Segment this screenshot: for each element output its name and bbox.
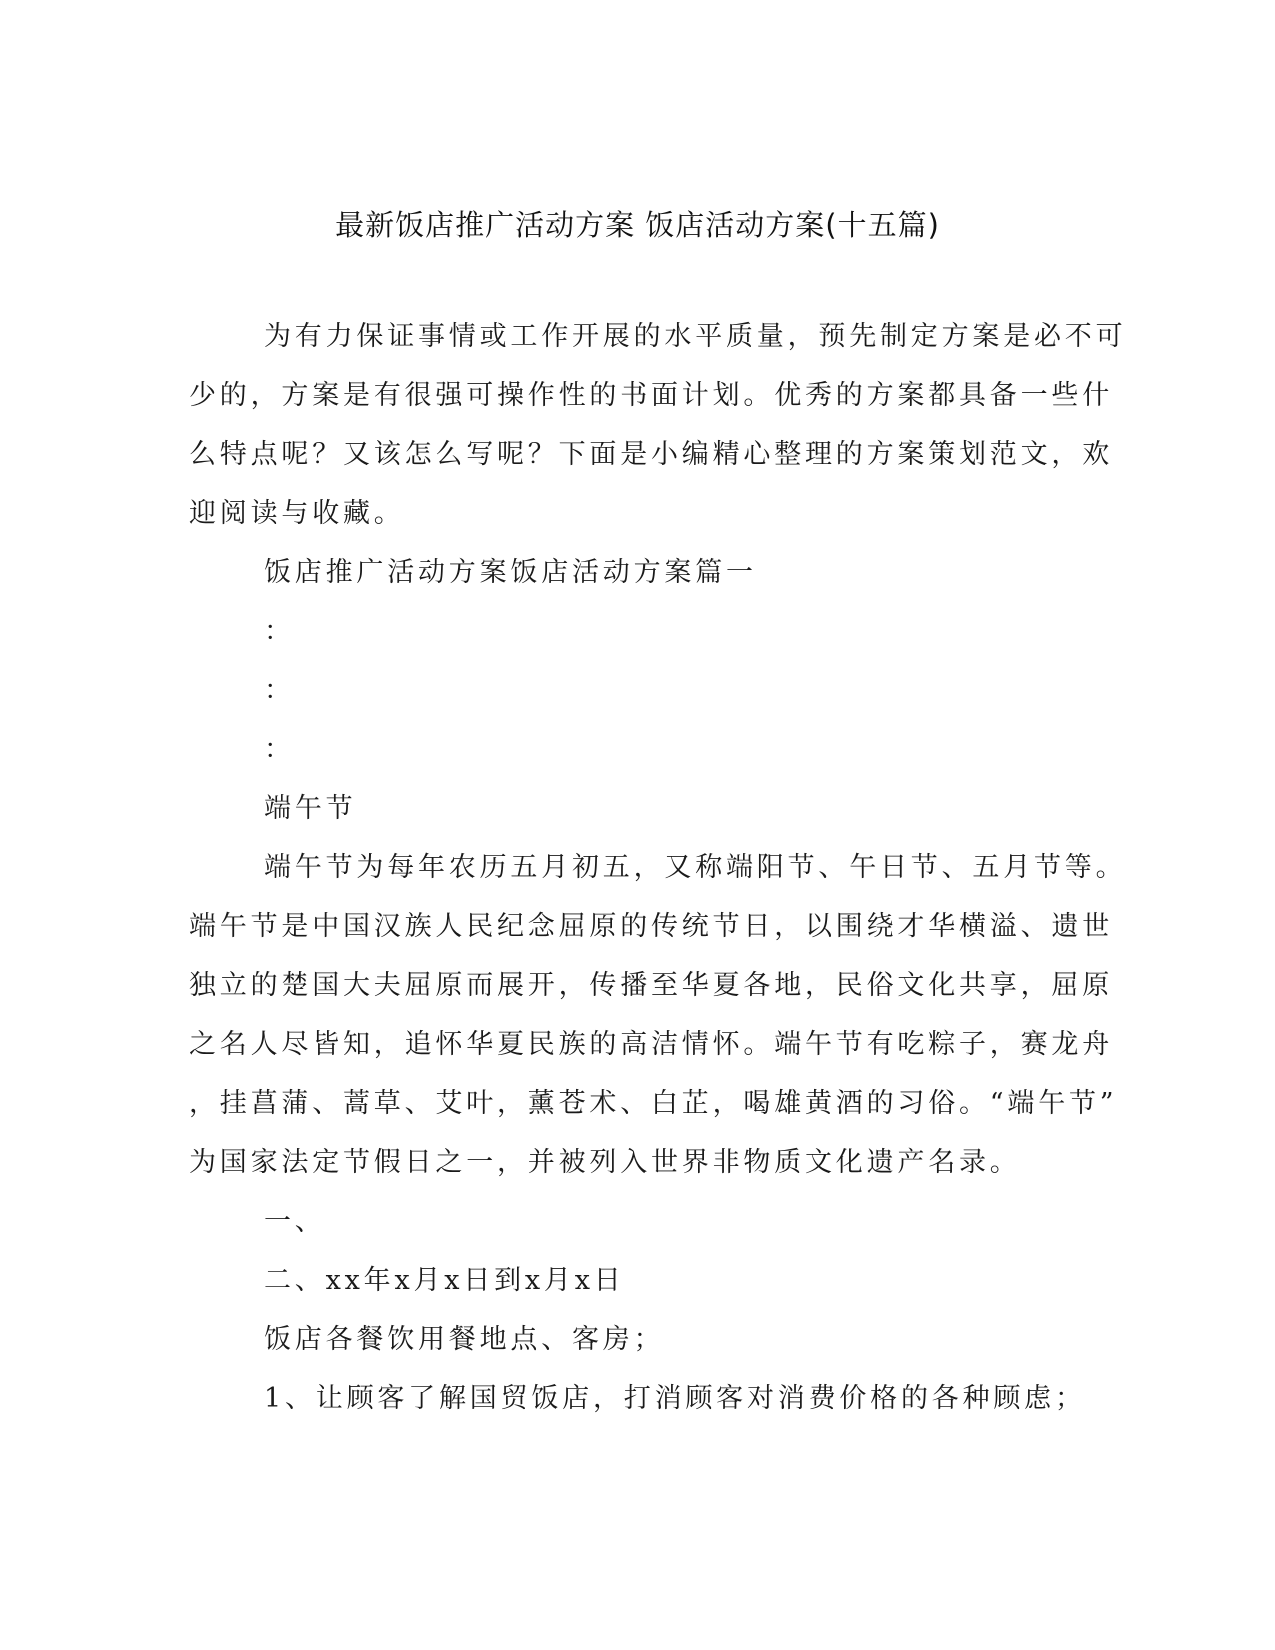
section-heading-1: 饭店推广活动方案饭店活动方案篇一 [264, 557, 757, 588]
list-item-two-date: 二、xx年x月x日到x月x日 [264, 1265, 625, 1296]
festival-paragraph-line-5: ，挂菖蒲、蒿草、艾叶，薰苍术、白芷，喝雄黄酒的习俗。“端午节” [189, 1088, 1118, 1119]
festival-paragraph-line-3: 独立的楚国大夫屈原而展开，传播至华夏各地，民俗文化共享，屈原 [189, 970, 1113, 1001]
intro-paragraph-line-2: 少的，方案是有很强可操作性的书面计划。优秀的方案都具备一些什 [189, 380, 1113, 411]
festival-paragraph-line-2: 端午节是中国汉族人民纪念屈原的传统节日，以围绕才华横溢、遗世 [189, 911, 1113, 942]
colon-line-3: ： [264, 734, 295, 765]
intro-paragraph-line-3: 么特点呢？又该怎么写呢？下面是小编精心整理的方案策划范文，欢 [189, 439, 1113, 470]
intro-paragraph-line-4: 迎阅读与收藏。 [189, 498, 405, 529]
objective-line-1: 1、让顾客了解国贸饭店，打消顾客对消费价格的各种顾虑； [264, 1383, 1086, 1414]
colon-line-1: ： [264, 616, 295, 647]
festival-paragraph-line-1: 端午节为每年农历五月初五，又称端阳节、午日节、五月节等。 [264, 852, 1127, 883]
colon-line-2: ： [264, 675, 295, 706]
list-item-one: 一、 [264, 1206, 326, 1237]
festival-heading: 端午节 [264, 793, 357, 824]
festival-paragraph-line-4: 之名人尽皆知，追怀华夏民族的高洁情怀。端午节有吃粽子，赛龙舟 [189, 1029, 1113, 1060]
festival-paragraph-line-6: 为国家法定节假日之一，并被列入世界非物质文化遗产名录。 [189, 1147, 1021, 1178]
document-title: 最新饭店推广活动方案 饭店活动方案(十五篇) [335, 208, 940, 242]
intro-paragraph-line-1: 为有力保证事情或工作开展的水平质量，预先制定方案是必不可 [264, 321, 1127, 352]
location-line: 饭店各餐饮用餐地点、客房； [264, 1324, 665, 1355]
